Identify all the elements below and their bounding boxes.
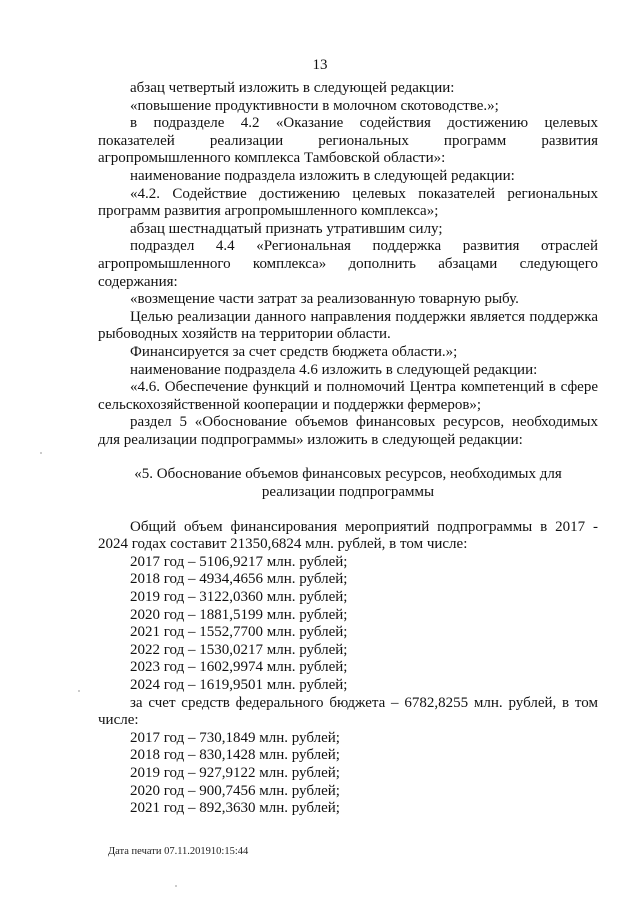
list-item: 2020 год – 1881,5199 млн. рублей; <box>130 606 348 623</box>
list-item: 2021 год – 892,3630 млн. рублей; <box>130 800 340 817</box>
list-item: 2024 год – 1619,9501 млн. рублей; <box>130 677 348 693</box>
federal-by-year-list <box>98 730 598 818</box>
paragraph: абзац четвертый изложить в следующей редакции: <box>130 80 455 96</box>
paragraph: «4.6. Обеспечение функций и полномочий Центра компетенций в сфере сельскохозяйственной кооперации и поддержки фермеров»; <box>98 379 598 413</box>
total-by-year-list <box>98 554 598 695</box>
list-item: 2017 год – 5106,9217 млн. рублей; <box>130 553 348 570</box>
list-item: 2020 год – 900,7456 млн. рублей; <box>130 782 340 799</box>
list-item: 2023 год – 1602,9974 млн. рублей; <box>130 659 348 676</box>
paragraph: раздел 5 «Обоснование объемов финансовых ресурсов, необходимых для реализации подпрограммы» изложить в следующей редакции: <box>98 414 598 448</box>
list-item: 2018 год – 4934,4656 млн. рублей; <box>130 571 348 588</box>
paragraph: «возмещение части затрат за реализованную товарную рыбу. <box>130 291 519 308</box>
list-item: 2019 год – 927,9122 млн. рублей; <box>130 764 340 781</box>
page-number: 13 <box>312 57 328 73</box>
scan-speck <box>175 885 177 887</box>
list-item: 2018 год – 830,1428 млн. рублей; <box>130 747 340 764</box>
paragraph: «повышение продуктивности в молочном скотоводстве.»; <box>130 97 499 114</box>
scan-speck <box>40 452 42 454</box>
paragraph: в подразделе 4.2 «Оказание содействия достижению целевых показателей реализации региональных программ развития <box>98 115 598 149</box>
paragraph: «4.2. Содействие достижению целевых показателей региональных программ развития агропромышленного комплекса»; <box>98 185 598 220</box>
scan-speck <box>78 690 80 692</box>
list-item: 2017 год – 730,1849 млн. рублей; <box>130 729 340 746</box>
paragraph: наименование подраздела 4.6 изложить в следующей редакции: <box>130 361 538 378</box>
paragraph: агропромышленного комплекса Тамбовской области»: <box>98 150 446 167</box>
paragraph: подраздел 4.4 «Региональная поддержка развития отраслей агропромышленного комплекса» дополнить абзацами следующего содержания: <box>98 238 598 290</box>
section-heading-line: реализации подпрограммы <box>261 484 435 501</box>
paragraph: Общий объем финансирования мероприятий подпрограммы в 2017 - 2024 годах составит 21350,6824 млн. рублей, в том числе: <box>98 518 598 553</box>
paragraph: Финансируется за счет средств бюджета области.»; <box>130 343 458 360</box>
list-item: 2022 год – 1530,0217 млн. рублей; <box>130 641 348 658</box>
print-date-footer: Дата печати 07.11.201910:15:44 <box>108 846 249 857</box>
section-heading <box>98 466 598 501</box>
section-heading-line: «5. Обоснование объемов финансовых ресурсов, необходимых для <box>134 466 562 483</box>
list-item: 2019 год – 3122,0360 млн. рублей; <box>130 589 348 606</box>
paragraph: Целью реализации данного направления поддержки является поддержка рыбоводных хозяйств на территории области. <box>98 308 598 343</box>
paragraph: абзац шестнадцатый признать утратившим силу; <box>130 220 443 237</box>
document-body <box>98 80 598 818</box>
paragraph: наименование подраздела изложить в следующей редакции: <box>130 167 515 184</box>
paragraph: за счет средств федерального бюджета – 6782,8255 млн. рублей, в том числе: <box>98 694 598 729</box>
list-item: 2021 год – 1552,7700 млн. рублей; <box>130 624 348 641</box>
